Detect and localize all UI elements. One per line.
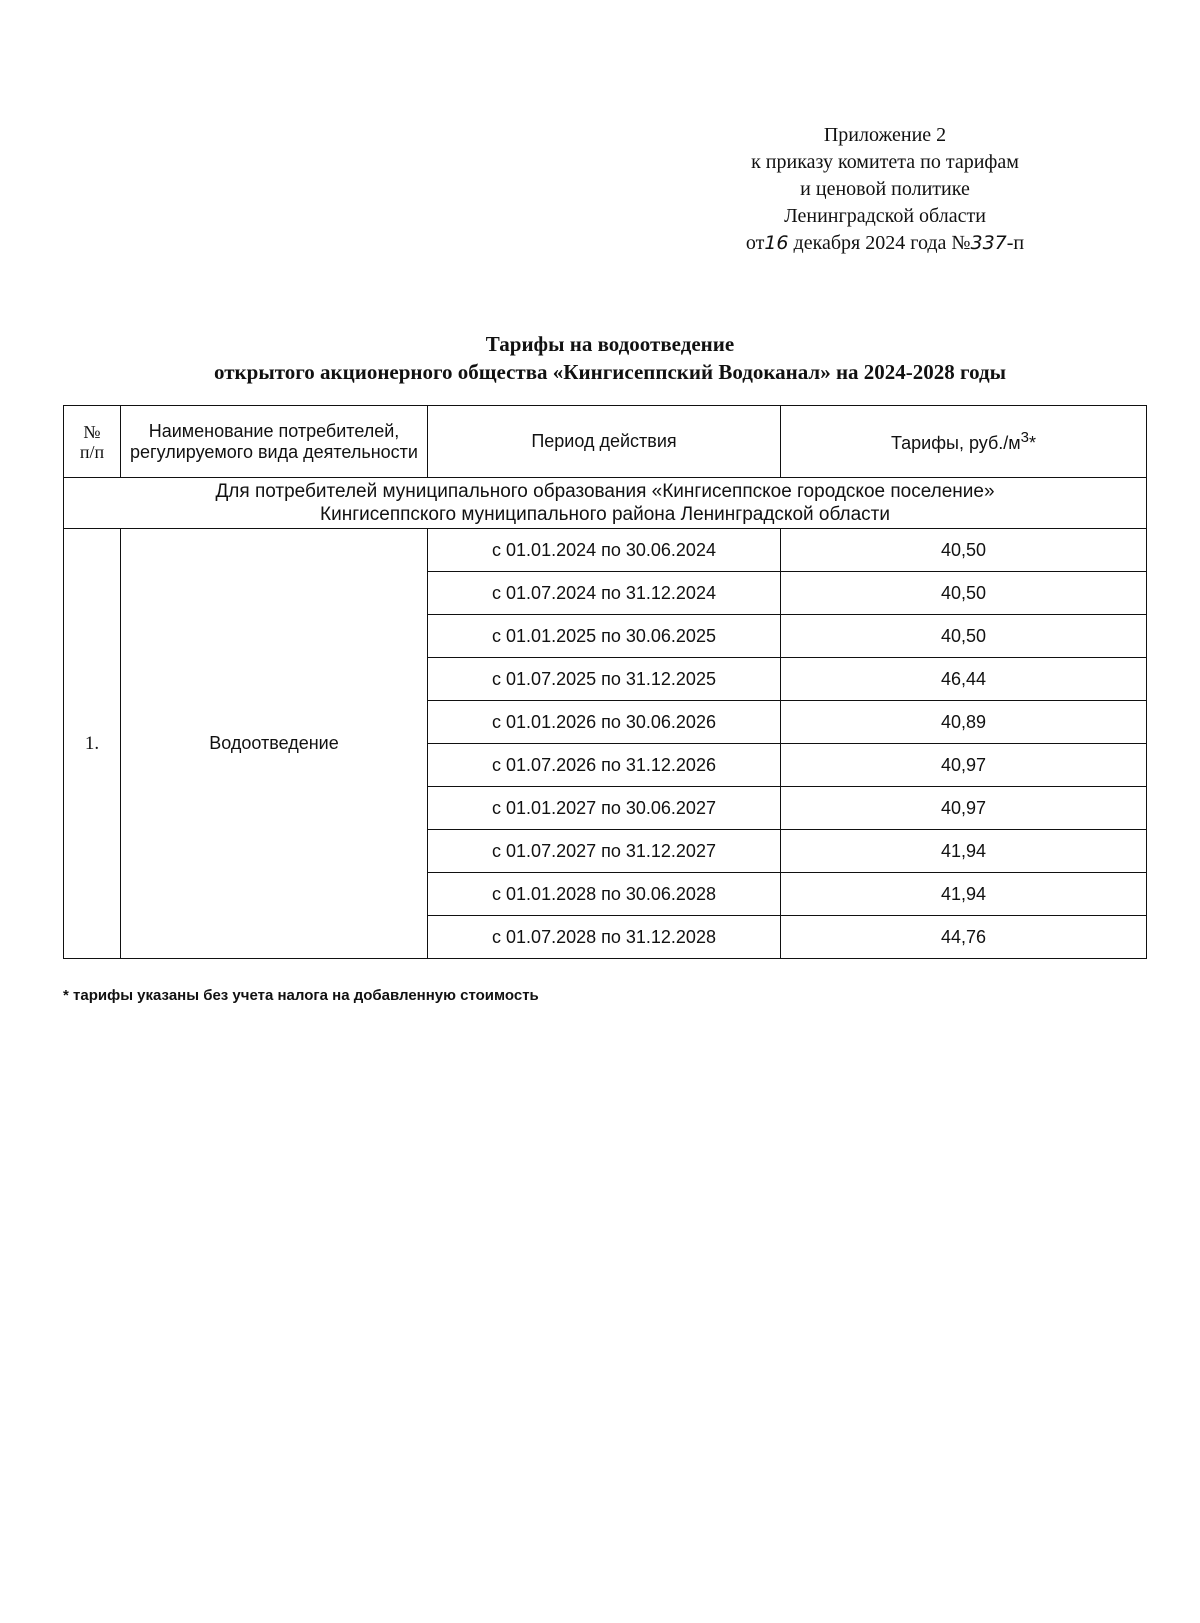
row-name-cell: Водоотведение (121, 529, 428, 959)
tariff-cell: 46,44 (781, 658, 1147, 701)
period-cell: с 01.01.2027 по 30.06.2027 (428, 787, 781, 830)
document-title (60, 330, 1160, 386)
tariff-cell: 40,50 (781, 615, 1147, 658)
header-tariff (781, 406, 1147, 478)
period-cell: с 01.07.2025 по 31.12.2025 (428, 658, 781, 701)
tariff-table (63, 405, 1147, 959)
header-name: Наименование потребителей, регулируемого вида деятельности (121, 406, 428, 478)
header-number-sign: № (83, 421, 101, 442)
handwritten-order-number: 337 (970, 232, 1007, 254)
title-line-2: открытого акционерного общества «Кингисеппский Водоканал» на 2024-2028 годы (214, 360, 1006, 384)
title-line-1: Тарифы на водоотведение (485, 332, 735, 356)
tariff-cell: 41,94 (781, 873, 1147, 916)
date-suffix: -п (1006, 232, 1025, 254)
appendix-committee-line: и ценовой политике (800, 178, 970, 200)
tariff-cell: 40,50 (781, 572, 1147, 615)
tariff-cell: 44,76 (781, 916, 1147, 959)
period-cell: с 01.01.2024 по 30.06.2024 (428, 529, 781, 572)
date-prefix: от (745, 232, 765, 254)
appendix-date-line (690, 230, 1080, 257)
group-line-1: Для потребителей муниципального образования «Кингисеппское городское поселение» (215, 481, 995, 502)
period-cell: с 01.07.2024 по 31.12.2024 (428, 572, 781, 615)
period-cell: с 01.01.2025 по 30.06.2025 (428, 615, 781, 658)
appendix-order-line: к приказу комитета по тарифам (751, 151, 1019, 173)
appendix-region-line: Ленинградской области (784, 205, 986, 227)
date-middle: декабря 2024 года № (788, 232, 971, 254)
tariff-cell: 40,97 (781, 787, 1147, 830)
period-cell: с 01.01.2026 по 30.06.2026 (428, 701, 781, 744)
period-cell: с 01.07.2027 по 31.12.2027 (428, 830, 781, 873)
tariff-cell: 40,97 (781, 744, 1147, 787)
appendix-header (690, 122, 1080, 257)
header-tariff-label: Тарифы, руб./м (890, 433, 1021, 453)
group-line-2: Кингисеппского муниципального района Ленинградской области (320, 504, 890, 525)
header-tariff-star: * (1029, 433, 1037, 453)
period-cell: с 01.07.2026 по 31.12.2026 (428, 744, 781, 787)
table-header-row (64, 406, 1147, 478)
group-row (64, 478, 1147, 529)
period-cell: с 01.07.2028 по 31.12.2028 (428, 916, 781, 959)
header-number (64, 406, 121, 478)
handwritten-day: 16 (764, 232, 789, 254)
group-cell (64, 478, 1147, 529)
footnote: * тарифы указаны без учета налога на добавленную стоимость (63, 987, 539, 1004)
header-period: Период действия (428, 406, 781, 478)
header-number-abbr: п/п (79, 441, 105, 462)
row-number-cell: 1. (64, 529, 121, 959)
tariff-cell: 40,50 (781, 529, 1147, 572)
appendix-title: Приложение 2 (823, 124, 947, 146)
tariff-cell: 40,89 (781, 701, 1147, 744)
table-row (64, 529, 1147, 572)
tariff-cell: 41,94 (781, 830, 1147, 873)
header-tariff-sup: 3 (1020, 429, 1030, 446)
period-cell: с 01.01.2028 по 30.06.2028 (428, 873, 781, 916)
